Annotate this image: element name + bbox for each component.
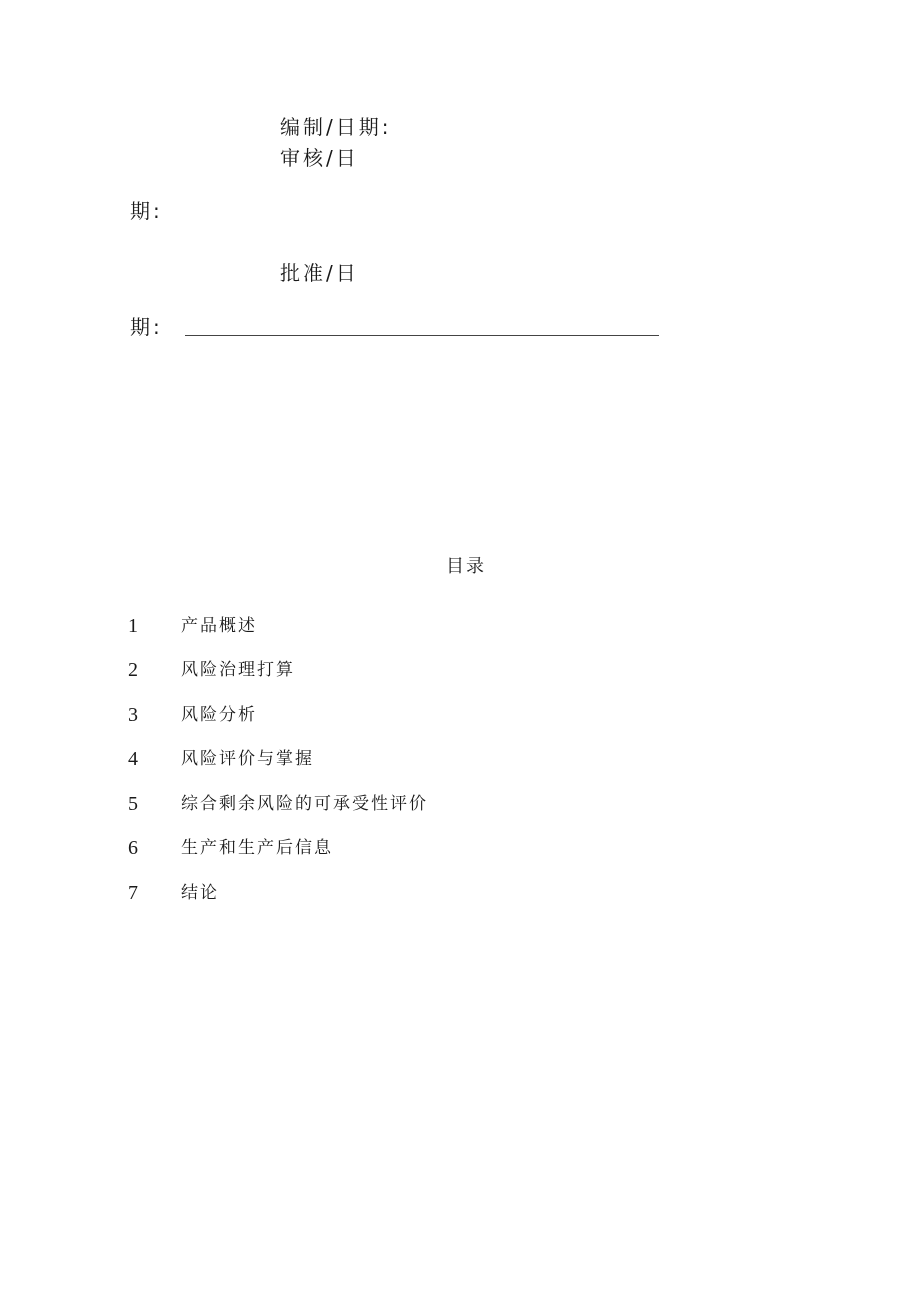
toc-title: 目录	[446, 556, 486, 577]
toc-item-number: 1	[128, 615, 138, 637]
compiled-by-date-label: 编制/日期:	[280, 115, 392, 139]
toc-item-number: 3	[128, 704, 138, 726]
toc-item-text: 生产和生产后信息	[181, 838, 333, 858]
toc-item-number: 2	[128, 659, 138, 681]
toc-item-text: 产品概述	[181, 616, 257, 636]
toc-item-text: 风险分析	[181, 705, 257, 725]
toc-item-number: 6	[128, 837, 138, 859]
toc-item-text: 结论	[181, 883, 219, 903]
toc-item-text: 风险治理打算	[181, 660, 295, 680]
toc-item-text: 风险评价与掌握	[181, 749, 314, 769]
signature-underline	[185, 335, 659, 336]
approved-date-label: 期:	[130, 315, 163, 339]
toc-item-number: 5	[128, 793, 138, 815]
reviewed-by-label: 审核/日	[280, 146, 359, 170]
approved-by-label: 批准/日	[280, 261, 359, 285]
reviewed-date-label: 期:	[130, 199, 163, 223]
toc-item-number: 7	[128, 882, 138, 904]
toc-item-number: 4	[128, 748, 138, 770]
toc-item-text: 综合剩余风险的可承受性评价	[181, 794, 428, 814]
